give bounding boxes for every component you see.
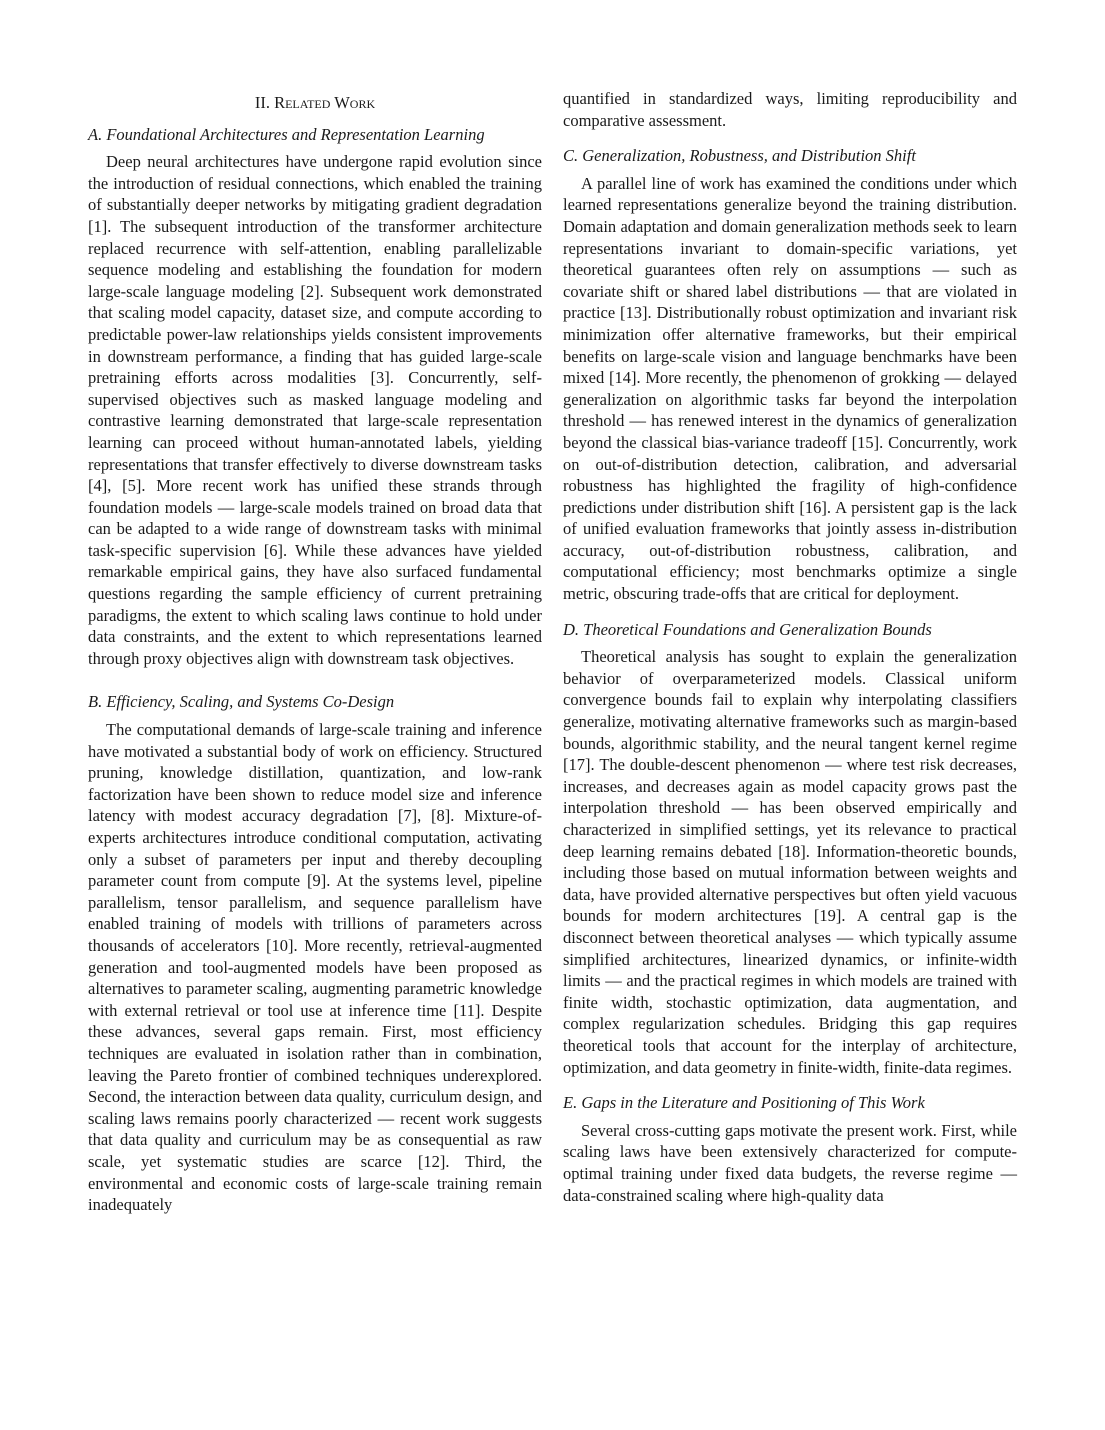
subsection-c-heading: C. Generalization, Robustness, and Distribution Shift [563, 146, 916, 166]
section-heading [88, 92, 542, 114]
subsection-e-body: Several cross-cutting gaps motivate the present work. First, while scaling laws have been extensively characterized for compute-optimal training under fixed data budgets, the reverse regime — data-constrained scaling where high-quality data [563, 1120, 1017, 1205]
section-title: Related Work [274, 93, 376, 112]
subsection-a-heading: A. Foundational Architectures and Representation Learning [88, 124, 485, 144]
subsection-c-body: A parallel line of work has examined the conditions under which learned representations generalize beyond the training distribution. Domain adaptation and domain generalization methods seek to learn representations invariant to domain-specific variations, yet theoretical guarantees often rely on assumptions — such as covariate shift or shared label distributions — that are violated in practice [13]. Distributionally robust optimization and invariant risk minimization offer alternative frameworks, but their empirical benefits on large-scale vision and language benchmarks have been mixed [14]. More recently, the phenomenon of grokking — delayed generalization on algorithmic tasks far beyond the interpolation threshold — has renewed interest in the dynamics of generalization beyond the classical bias-variance tradeoff [15]. Concurrently, work on out-of-distribution detection, calibration, and adversarial robustness has highlighted the fragility of high-confidence predictions under distribution shift [16]. A persistent gap is the lack of unified evaluation frameworks that jointly assess in-distribution accuracy, out-of-distribution robustness, calibration, and computational efficiency; most benchmarks optimize a single metric, obscuring trade-offs that are critical for deployment. [563, 173, 1017, 604]
subsection-d-heading: D. Theoretical Foundations and Generalization Bounds [563, 619, 932, 639]
subsection-d-body: Theoretical analysis has sought to explain the generalization behavior of overparameterized models. Classical uniform convergence bounds fail to explain why interpolating classifiers generalize, motivating alternative frameworks such as margin-based bounds, algorithmic stability, and the neural tangent kernel regime [17]. The double-descent phenomenon — where test risk decreases, increases, and decreases again as model capacity grows past the interpolation threshold — has been observed empirically and characterized in simplified settings, yet its relevance to practical deep learning remains debated [18]. Information-theoretic bounds, including those based on mutual information between weights and data, have provided alternative perspectives but often yield vacuous bounds for modern architectures [19]. A central gap is the disconnect between theoretical analyses — which typically assume simplified architectures, linearized dynamics, or infinite-width limits — and the practical regimes in which models are trained with finite width, stochastic optimization, data augmentation, and complex regularization schedules. Bridging this gap requires theoretical tools that account for the interplay of architecture, optimization, and data geometry in finite-width, finite-data regimes. [563, 647, 1017, 1077]
left-column [88, 88, 542, 1216]
right-column [563, 88, 1017, 1206]
subsection-e-heading: E. Gaps in the Literature and Positioning of This Work [563, 1093, 925, 1113]
subsection-b-body: The computational demands of large-scale training and inference have motivated a substantial body of work on efficiency. Structured pruning, knowledge distillation, quantization, and low-rank factorization have been shown to reduce model size and inference latency with modest accuracy degradation [7], [8]. Mixture-of-experts architectures introduce conditional computation, activating only a subset of parameters per input and thereby decoupling parameter count from compute [9]. At the systems level, pipeline parallelism, tensor parallelism, and sequence parallelism have enabled training of models with trillions of parameters across thousands of accelerators [10]. More recently, retrieval-augmented generation and tool-augmented models have been proposed as alternatives to parameter scaling, augmenting parametric knowledge with external retrieval or tool use at inference time [11]. Despite these advances, several gaps remain. First, most efficiency techniques are evaluated in isolation rather than in combination, leaving the Pareto frontier of combined techniques underexplored. Second, the interaction between data quality, curriculum design, and scaling laws remains poorly characterized — recent work suggests that data quality and curriculum may be as consequential as raw scale, yet systematic studies are scarce [12]. Third, the environmental and economic costs of large-scale training remain inadequately [88, 720, 542, 1215]
subsection-b-continuation: quantified in standardized ways, limiting reproducibility and comparative assessment. [563, 89, 1017, 130]
subsection-a-body: Deep neural architectures have undergone rapid evolution since the introduction of residual connections, which enabled the training of substantially deeper networks by mitigating gradient degradation [1]. The subsequent introduction of the transformer architecture replaced recurrence with self-attention, enabling parallelizable sequence modeling and establishing the foundation for modern large-scale language modeling [2]. Subsequent work demonstrated that scaling model capacity, dataset size, and compute according to predictable power-law relationships yields consistent improvements in downstream performance, a finding that has guided large-scale pretraining efforts across modalities [3]. Concurrently, self-supervised objectives such as masked language modeling and contrastive learning demonstrated that large-scale representation learning can proceed without human-annotated labels, yielding representations that transfer effectively to diverse downstream tasks [4], [5]. More recent work has unified these strands through foundation models — large-scale models trained on broad data that can be adapted to a wide range of downstream tasks with minimal task-specific supervision [6]. While these advances have yielded remarkable empirical gains, they have also surfaced fundamental questions regarding the sample efficiency of current pretraining paradigms, the extent to which scaling laws continue to hold under data constraints, and the extent to which representations learned through proxy objectives align with downstream task objectives. [88, 152, 542, 668]
section-number: II. [254, 93, 270, 112]
subsection-b-heading: B. Efficiency, Scaling, and Systems Co-Design [88, 692, 395, 712]
